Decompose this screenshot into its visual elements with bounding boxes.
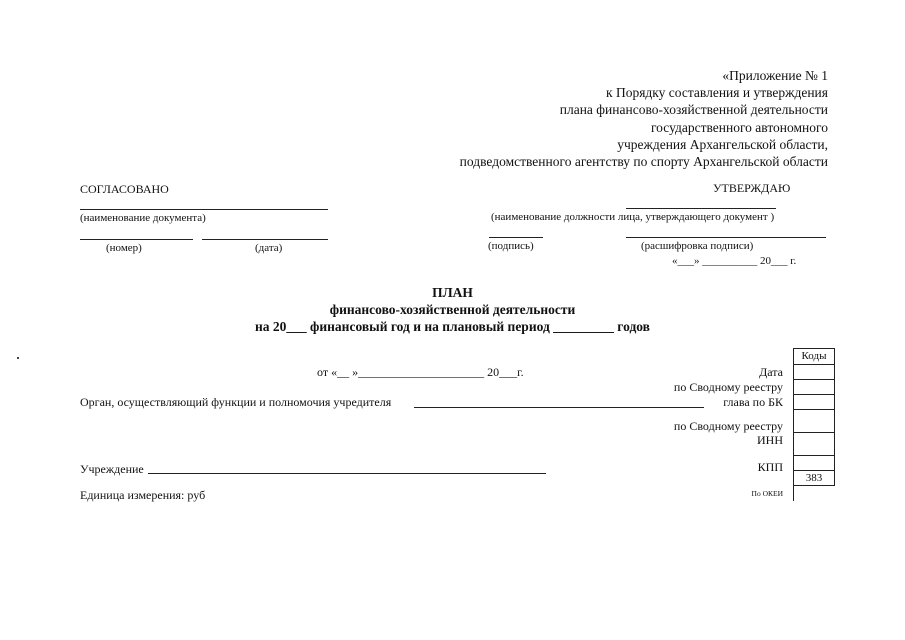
inn-label: ИНН (757, 433, 783, 447)
position-line (626, 208, 776, 209)
date-line (202, 239, 328, 240)
position-hint: (наименование должности лица, утверждающего документ ) (491, 211, 775, 223)
registry2-code-cell (793, 409, 835, 433)
codes-table-tail (793, 485, 794, 501)
codes-header: Коды (801, 350, 827, 362)
chapter-bk-label: глава по БК (723, 395, 783, 409)
plan-period: на 20___ финансовый год и на плановый период _________ годов (255, 319, 650, 334)
institution-label: Учреждение (80, 462, 144, 476)
unit-label: Единица измерения: руб (80, 488, 206, 502)
institution-line (148, 473, 546, 474)
registry-label-1: по Сводному реестру (673, 380, 783, 394)
scan-dot (17, 357, 19, 359)
registry-code-cell (793, 379, 835, 395)
appendix-line-6: подведомственного агентству по спорту Архангельской области (459, 154, 828, 169)
registry-label-2: по Сводному реестру (673, 419, 783, 433)
inn-code-cell (793, 432, 835, 456)
founder-org-line (414, 407, 704, 408)
date-code-cell (793, 364, 835, 380)
appendix-line-5: учреждения Архангельской области, (617, 137, 828, 152)
date-hint: (дата) (255, 242, 283, 254)
decoding-hint: (расшифровка подписи) (641, 240, 754, 252)
number-line (80, 239, 193, 240)
agreed-label: СОГЛАСОВАНО (80, 182, 169, 196)
kpp-label: КПП (757, 460, 783, 474)
kpp-code-cell (793, 455, 835, 471)
plan-title: ПЛАН (432, 285, 473, 300)
codes-table (793, 348, 835, 501)
okei-label: По ОКЕИ (751, 489, 783, 498)
okei-code: 383 (805, 472, 823, 484)
date-from: от «__ »_____________________ 20___г. (317, 365, 524, 379)
appendix-line-1: «Приложение № 1 (722, 68, 828, 83)
date-code-label: Дата (759, 365, 783, 379)
appendix-line-4: государственного автономного (650, 120, 828, 135)
appendix-line-3: плана финансово-хозяйственной деятельности (559, 102, 828, 117)
chapter-bk-code-cell (793, 394, 835, 410)
founder-org-label: Орган, осуществляющий функции и полномочия учредителя (80, 395, 392, 409)
number-hint: (номер) (106, 242, 142, 254)
approval-date: «___» __________ 20___ г. (672, 255, 797, 267)
appendix-line-2: к Порядку составления и утверждения (606, 85, 828, 100)
signature-hint: (подпись) (488, 240, 534, 252)
doc-name-line (80, 209, 328, 210)
doc-name-hint: (наименование документа) (80, 212, 206, 224)
signature-line (489, 237, 543, 238)
plan-subtitle: финансово-хозяйственной деятельности (329, 302, 576, 317)
decoding-line (626, 237, 826, 238)
approve-label: УТВЕРЖДАЮ (713, 181, 791, 195)
